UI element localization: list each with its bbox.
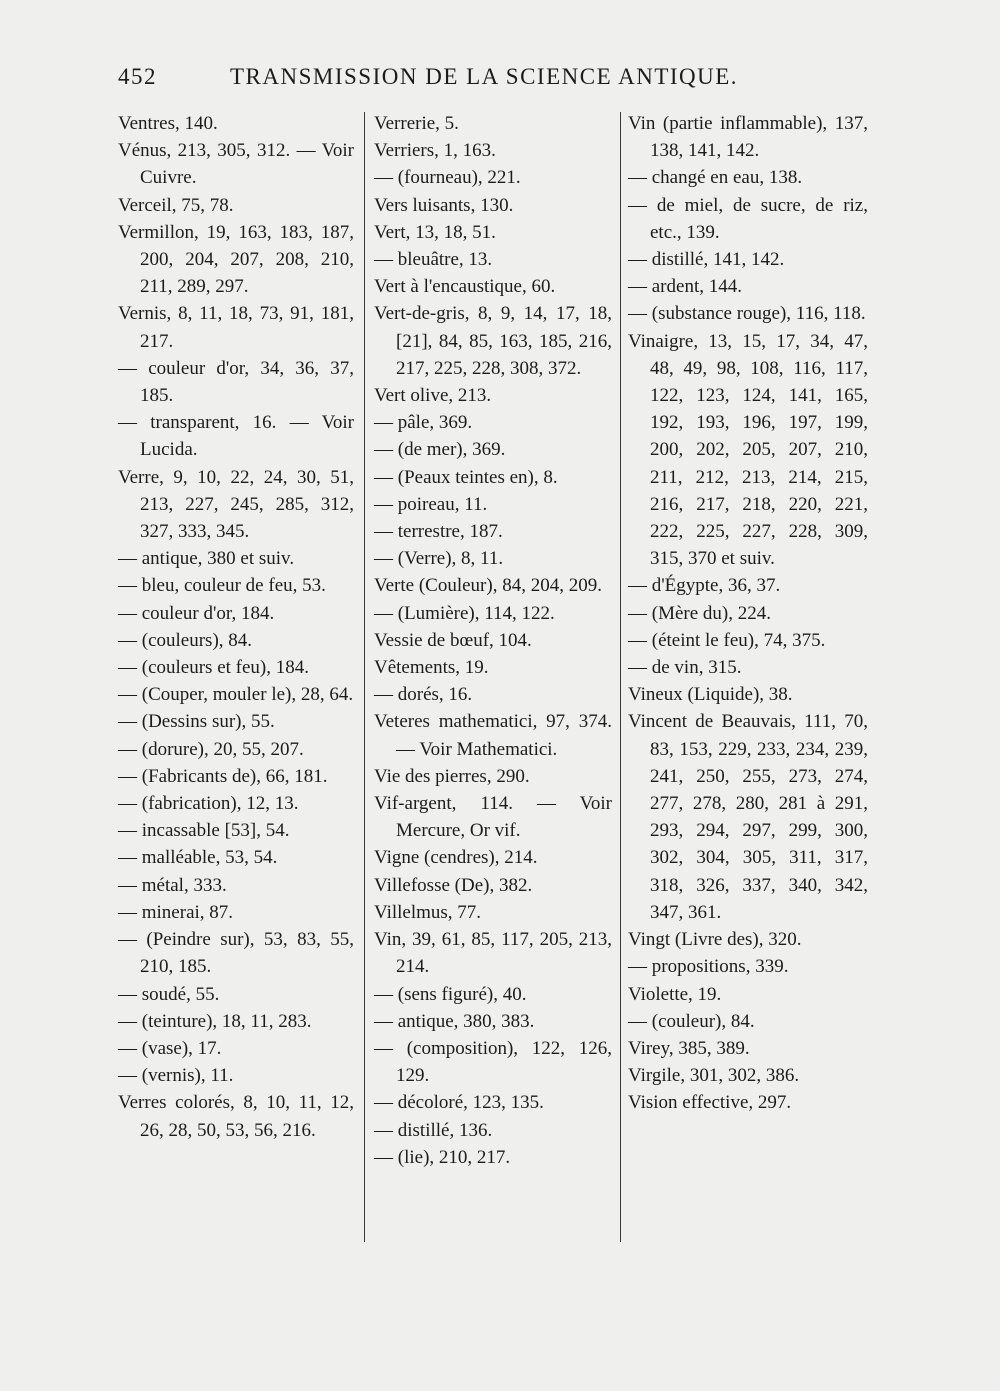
index-entry: — minerai, 87. (118, 901, 234, 923)
index-entry: Vert à l'encaustique, 60. (374, 276, 556, 298)
index-entry: — couleur d'or, 184. (118, 602, 275, 624)
index-entry: — distillé, 141, 142. (628, 249, 785, 271)
index-entry: — (Couper, mouler le), 28, 64. (118, 684, 354, 706)
index-entry: Verrerie, 5. (374, 113, 459, 134)
index-entry: — (couleurs), 84. (118, 629, 253, 651)
index-entry: — pâle, 369. (374, 412, 473, 434)
index-entry: Vin (partie inflammable), 137, 138, 141, 142. (628, 113, 868, 162)
column-rule (620, 112, 621, 1242)
index-column-2 (374, 110, 612, 1171)
index-entry: — (vernis), 11. (118, 1065, 234, 1087)
index-entry: Vers luisants, 130. (374, 194, 514, 216)
index-entry: — incassable [53], 54. (118, 820, 290, 842)
index-entry: Verriers, 1, 163. (374, 140, 496, 162)
index-entry: — soudé, 55. (118, 983, 220, 1005)
index-entry: — couleur d'or, 34, 36, 37, 185. (118, 357, 354, 407)
index-entry: — de vin, 315. (628, 657, 742, 679)
index-entry: — (Verre), 8, 11. (374, 548, 504, 570)
column-rule (364, 112, 365, 1242)
index-entry: Vigne (cendres), 214. (374, 847, 538, 869)
index-entry: Veteres mathematici, 97, 374. — Voir Mathematici. (374, 711, 612, 760)
index-entry: — (teinture), 18, 11, 283. (118, 1010, 312, 1032)
index-entry: Vermillon, 19, 163, 183, 187, 200, 204, 207, 208, 210, 211, 289, 297. (118, 221, 354, 298)
index-entry: — (composition), 122, 126, 129. (374, 1037, 612, 1087)
page-number: 452 (118, 64, 157, 89)
index-entry: — bleuâtre, 13. (374, 249, 493, 271)
index-entry: Vernis, 8, 11, 18, 73, 91, 181, 217. (118, 303, 354, 352)
index-entry: Vinaigre, 13, 15, 17, 34, 47, 48, 49, 98, 108, 116, 117, 122, 123, 124, 141, 165, 192, 193, 196, 197, 199, 200, 202, 205, 207, 210, 211, 212, 213, 214, 215, 216, 217, 218, 220, 221, 222, 225, 227, 228, 309, 315, 370 et suiv. (628, 330, 868, 570)
page-header (118, 64, 866, 100)
index-entry: — (Dessins sur), 55. (118, 711, 275, 733)
index-entry: — ardent, 144. (628, 276, 742, 298)
index-entry: Vif-argent, 114. — Voir Mercure, Or vif. (374, 793, 612, 842)
index-entry: — antique, 380, 383. (374, 1010, 535, 1032)
running-title: TRANSMISSION DE LA SCIENCE ANTIQUE. (230, 64, 739, 89)
index-entry: — métal, 333. (118, 874, 227, 896)
index-entry: Verres colorés, 8, 10, 11, 12, 26, 28, 50, 53, 56, 216. (118, 1092, 354, 1141)
index-entry: Virey, 385, 389. (628, 1037, 750, 1059)
index-entry: Villelmus, 77. (374, 901, 482, 923)
index-entry: Vessie de bœuf, 104. (374, 629, 532, 651)
index-entry: — terrestre, 187. (374, 521, 503, 543)
index-entry: Vision effective, 297. (628, 1092, 792, 1114)
index-entry: Vingt (Livre des), 320. (628, 929, 802, 951)
index-entry: — (fabrication), 12, 13. (118, 793, 299, 815)
index-entry: — de miel, de sucre, de riz, etc., 139. (628, 194, 868, 243)
index-entry: — (Peaux teintes en), 8. (374, 466, 558, 488)
index-entry: — (substance rouge), 116, 118. (628, 303, 866, 325)
index-entry: — (fourneau), 221. (374, 167, 521, 189)
index-entry: — transparent, 16. — Voir Lucida. (118, 412, 354, 461)
index-entry: Vert olive, 213. (374, 385, 492, 407)
index-entry: — propositions, 339. (628, 956, 789, 978)
index-entry: — antique, 380 et suiv. (118, 548, 295, 570)
index-entry: Vert-de-gris, 8, 9, 14, 17, 18, [21], 84, 85, 163, 185, 216, 217, 225, 228, 308, 372. (374, 303, 612, 379)
index-entry: — (couleur), 84. (628, 1010, 755, 1032)
index-entry: Verre, 9, 10, 22, 24, 30, 51, 213, 227, 245, 285, 312, 327, 333, 345. (118, 466, 354, 543)
index-entry: Vincent de Beauvais, 111, 70, 83, 153, 229, 233, 234, 239, 241, 250, 255, 273, 274, 277, 278, 280, 281 à 291, 293, 294, 297, 299, 300, 302, 304, 305, 311, 317, 318, 326, 337, 340, 342, 347, 361. (628, 711, 868, 923)
index-column-3 (628, 110, 868, 1117)
index-entry: — poireau, 11. (374, 493, 488, 515)
index-entry: — distillé, 136. (374, 1119, 493, 1141)
index-entry: Ventres, 140. (118, 113, 218, 134)
index-entry: — (éteint le feu), 74, 375. (628, 629, 826, 651)
index-entry: — (de mer), 369. (374, 439, 506, 461)
index-entry: Violette, 19. (628, 983, 722, 1005)
index-entry: Villefosse (De), 382. (374, 874, 533, 896)
index-entry: Verceil, 75, 78. (118, 194, 234, 216)
index-entry: Vert, 13, 18, 51. (374, 221, 496, 243)
index-column-1 (118, 110, 354, 1144)
index-entry: — (Lumière), 114, 122. (374, 602, 555, 624)
index-entry: — (lie), 210, 217. (374, 1146, 511, 1168)
index-entry: — (couleurs et feu), 184. (118, 657, 309, 679)
index-entry: — (sens figuré), 40. (374, 983, 527, 1005)
index-entry: Virgile, 301, 302, 386. (628, 1065, 800, 1087)
index-entry: — (dorure), 20, 55, 207. (118, 738, 304, 760)
index-entry: — d'Égypte, 36, 37. (628, 575, 781, 597)
index-entry: Verte (Couleur), 84, 204, 209. (374, 575, 602, 597)
index-entry: Vie des pierres, 290. (374, 765, 530, 787)
index-entry: Vénus, 213, 305, 312. — Voir Cuivre. (118, 140, 354, 189)
index-entry: — dorés, 16. (374, 684, 473, 706)
index-entry: — (vase), 17. (118, 1037, 222, 1059)
index-entry: — (Mère du), 224. (628, 602, 771, 624)
index-entry: — bleu, couleur de feu, 53. (118, 575, 326, 597)
index-entry: Vin, 39, 61, 85, 117, 205, 213, 214. (374, 929, 612, 978)
index-entry: — (Peindre sur), 53, 83, 55, 210, 185. (118, 929, 354, 978)
index-entry: — (Fabricants de), 66, 181. (118, 765, 328, 787)
index-entry: — changé en eau, 138. (628, 167, 803, 189)
index-entry: Vêtements, 19. (374, 657, 489, 679)
index-entry: Vineux (Liquide), 38. (628, 684, 793, 706)
index-entry: — décoloré, 123, 135. (374, 1092, 544, 1114)
index-entry: — malléable, 53, 54. (118, 847, 278, 869)
